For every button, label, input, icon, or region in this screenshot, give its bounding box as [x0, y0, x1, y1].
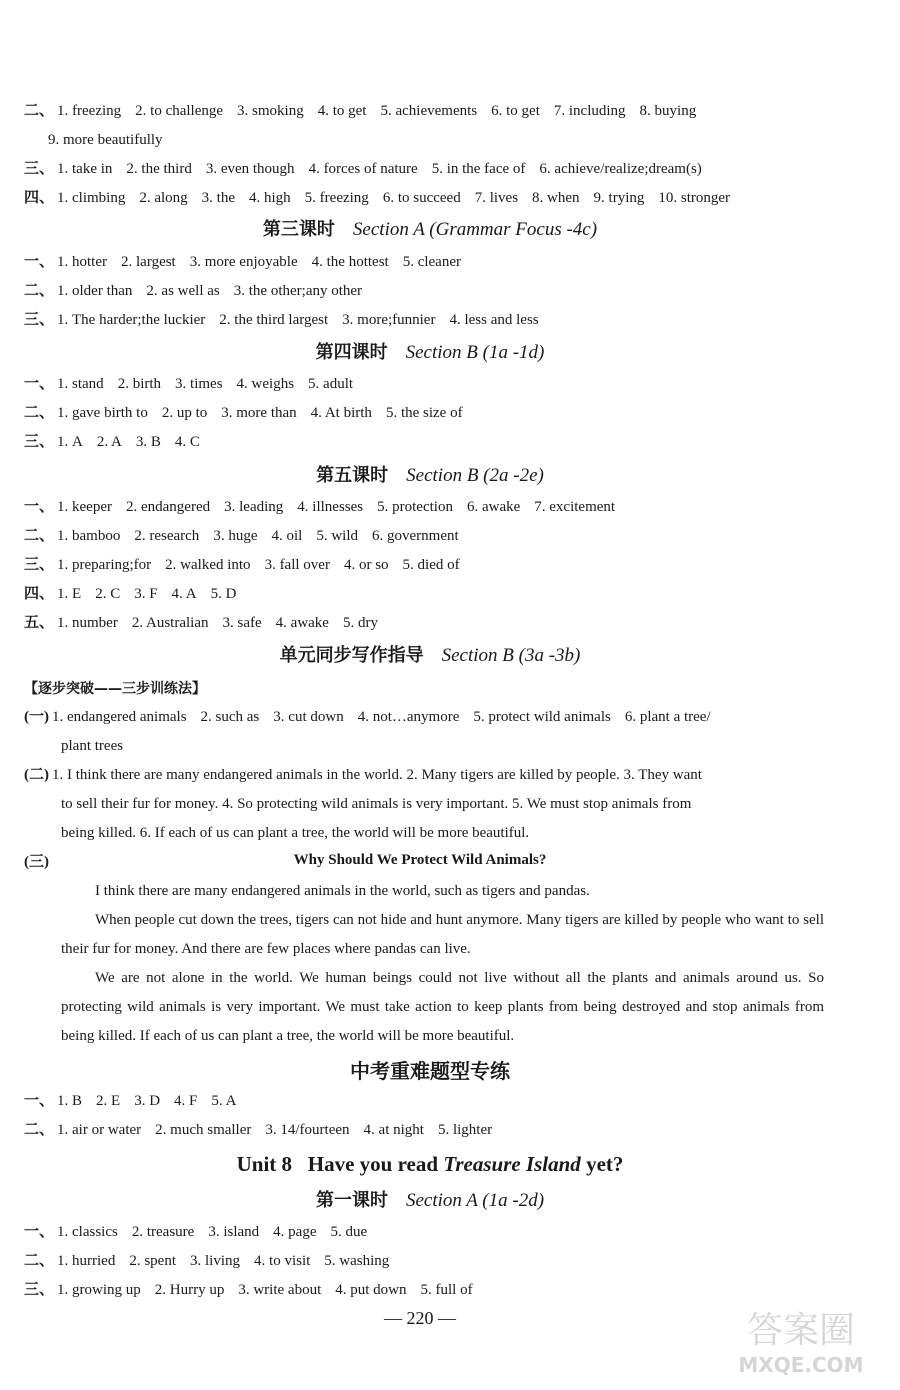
answer-item: 3. B: [135, 434, 161, 450]
answer-line: [24, 1091, 834, 1111]
answer-item: 1. classics: [57, 1224, 118, 1240]
answer-item: 3. times: [175, 376, 223, 392]
answer-item: 1. hurried: [57, 1253, 116, 1269]
answer-item: 7. including: [553, 103, 626, 119]
answer-item: 5. achievements: [380, 103, 478, 119]
question-label: 三、: [24, 434, 55, 450]
question-label: 一、: [24, 254, 55, 270]
answer-item: 4. at night: [363, 1122, 424, 1138]
answer-line: [24, 159, 834, 179]
answer-item: 2. to challenge: [135, 103, 224, 119]
answer-item: 4. oil: [271, 528, 303, 544]
answer-item: 1. A: [57, 434, 83, 450]
answer-item: 1. growing up: [57, 1282, 141, 1298]
answer-line: [24, 584, 834, 604]
answer-line: [24, 1251, 834, 1271]
question-label: 二、: [24, 1122, 55, 1138]
answer-item: 1. gave birth to: [57, 405, 148, 421]
answer-item: 6. to get: [491, 103, 540, 119]
answer-item: 2. Hurry up: [154, 1282, 225, 1298]
answer-item: 5. the size of: [385, 405, 463, 421]
answer-item: 2. A: [96, 434, 122, 450]
question-label: 四、: [24, 190, 55, 206]
answer-item: 5. washing: [324, 1253, 390, 1269]
answer-item: 6. awake: [466, 499, 521, 515]
unit-title: Unit 8 Have you read Treasure Island yet?: [236, 1152, 624, 1176]
answer-line: [24, 403, 834, 423]
lesson-heading: 第三课时 Section A (Grammar Focus -4c): [262, 219, 598, 240]
answer-item: 5. dry: [342, 615, 378, 631]
answer-item: 4. page: [273, 1224, 317, 1240]
question-label: (一): [24, 709, 49, 725]
question-label: 二、: [24, 103, 55, 119]
question-label: 二、: [24, 528, 55, 544]
answer-item: 4. At birth: [310, 405, 372, 421]
answer-item: 5. cleaner: [402, 254, 461, 270]
answer-item: 4. forces of nature: [308, 161, 418, 177]
answer-item: 5. in the face of: [431, 161, 526, 177]
answer-item: 4. the hottest: [311, 254, 389, 270]
answer-item: 1. hotter: [57, 254, 108, 270]
answer-item: 4. awake: [275, 615, 329, 631]
answer-item: 2. research: [134, 528, 200, 544]
answer-item: 3. cut down: [273, 709, 344, 725]
question-label: 一、: [24, 1093, 55, 1109]
answer-item: 2. E: [96, 1093, 121, 1109]
answer-item: 2. as well as: [146, 283, 220, 299]
watermark-text: 答案圈: [746, 1310, 856, 1351]
answer-item: 2. much smaller: [155, 1122, 252, 1138]
answer-item: 2. such as: [200, 709, 260, 725]
answer-line: [48, 130, 858, 150]
lesson-heading: 第五课时 Section B (2a -2e): [316, 465, 544, 486]
answer-item: 3. D: [134, 1093, 161, 1109]
answer-item: 3. the: [201, 190, 235, 206]
answer-line: [24, 252, 834, 272]
answer-item: 4. weighs: [236, 376, 295, 392]
question-label: 二、: [24, 1253, 55, 1269]
lesson-heading: 单元同步写作指导 Section B (3a -3b): [279, 645, 581, 666]
answer-item: 2. walked into: [165, 557, 251, 573]
question-label: 二、: [24, 405, 55, 421]
answer-item: 4. F: [174, 1093, 198, 1109]
answer-item: 2. the third: [126, 161, 192, 177]
writing-part-2: (二) 1. I think there are many endangered animals in the world. 2. Many tigers are killed by people. 3. They want: [24, 767, 702, 783]
answer-item: 3. smoking: [237, 103, 304, 119]
answer-item: 2. spent: [129, 1253, 177, 1269]
answer-line: [24, 707, 834, 727]
question-label: 一、: [24, 1224, 55, 1240]
question-label: 五、: [24, 615, 55, 631]
answer-item: 3. even though: [205, 161, 295, 177]
answer-item: 1. climbing: [57, 190, 126, 206]
answer-item: 1. bamboo: [57, 528, 121, 544]
answer-line: [24, 497, 834, 517]
answer-item: 1. take in: [57, 161, 113, 177]
answer-item: 5. died of: [402, 557, 460, 573]
answer-line: [24, 310, 834, 330]
answer-item: 3. fall over: [264, 557, 330, 573]
answer-line: [24, 1280, 834, 1300]
answer-line: [24, 1120, 834, 1140]
answer-item: 2. birth: [117, 376, 162, 392]
answer-item: 2. along: [139, 190, 188, 206]
method-label: 【逐步突破——三步训练法】: [24, 681, 206, 697]
answer-item: 3. huge: [213, 528, 258, 544]
lesson-heading: 第四课时 Section B (1a -1d): [315, 342, 545, 363]
answer-item: 3. living: [190, 1253, 241, 1269]
answer-item: 5. adult: [308, 376, 354, 392]
question-label: 一、: [24, 499, 55, 515]
answer-item: 2. largest: [121, 254, 176, 270]
answer-item: 4. high: [249, 190, 291, 206]
answer-line: [24, 188, 834, 208]
answer-item: 2. endangered: [125, 499, 211, 515]
answer-line: [24, 432, 834, 452]
answer-item: 1. preparing;for: [57, 557, 152, 573]
answer-item: 1. older than: [57, 283, 133, 299]
answer-item: 4. or so: [343, 557, 389, 573]
answer-item: 4. A: [171, 586, 197, 602]
lesson-heading: 第一课时 Section A (1a -2d): [315, 1190, 545, 1211]
answer-item: 5. freezing: [304, 190, 369, 206]
answer-item: 4. less and less: [449, 312, 539, 328]
answer-item: 2. C: [95, 586, 121, 602]
answer-item: 7. lives: [474, 190, 519, 206]
answer-item: 1. The harder;the luckier: [57, 312, 206, 328]
answer-item: 4. C: [174, 434, 200, 450]
answer-item: 5. protect wild animals: [473, 709, 611, 725]
answer-item: 1. stand: [57, 376, 104, 392]
answer-item: 3. more enjoyable: [189, 254, 298, 270]
answer-item: 3. island: [208, 1224, 260, 1240]
watermark-logo: [716, 1300, 886, 1380]
answer-item: 2. up to: [161, 405, 208, 421]
answer-item: 5. A: [211, 1093, 237, 1109]
answer-item: 7. excitement: [534, 499, 616, 515]
answer-item: 5. wild: [316, 528, 358, 544]
answer-item: plant trees: [61, 738, 124, 754]
answer-item: 3. more;funnier: [342, 312, 436, 328]
answer-item: 4. illnesses: [297, 499, 364, 515]
question-label: 三、: [24, 1282, 55, 1298]
answer-item: 5. protection: [377, 499, 453, 515]
writing-part-2-cont: being killed. 6. If each of us can plant a tree, the world will be more beautiful.: [61, 825, 530, 841]
question-label: 三、: [24, 557, 55, 573]
answer-item: 3. safe: [222, 615, 262, 631]
answer-item: 6. plant a tree/: [624, 709, 711, 725]
essay-title: Why Should We Protect Wild Animals?: [293, 852, 547, 868]
answer-line: [24, 1222, 834, 1242]
answer-line: [24, 374, 834, 394]
answer-item: 1. endangered animals: [52, 709, 187, 725]
essay-paragraph: We are not alone in the world. We human beings could not live without all the plants and animals around us. So protecting wild animals is very important. We must take action to keep plants from being destroyed and stop animals from being killed. If each of us can plant a tree, the world will be more beautiful.: [61, 970, 824, 1044]
answer-item: 1. air or water: [57, 1122, 142, 1138]
answer-item: 1. number: [57, 615, 118, 631]
answer-item: 3. write about: [238, 1282, 322, 1298]
question-label: 三、: [24, 161, 55, 177]
answer-item: 3. 14/fourteen: [265, 1122, 350, 1138]
answer-item: 4. not…anymore: [357, 709, 460, 725]
answer-line: [24, 555, 834, 575]
answer-item: 6. to succeed: [382, 190, 461, 206]
answer-item: 5. lighter: [437, 1122, 493, 1138]
answer-line: [24, 613, 834, 633]
answer-item: 8. buying: [639, 103, 697, 119]
writing-part-3-label: (三): [24, 854, 49, 870]
answer-item: 3. leading: [224, 499, 284, 515]
section-heading: 中考重难题型专练: [350, 1059, 510, 1083]
answer-item: 10. stronger: [658, 190, 731, 206]
answer-line: [24, 526, 834, 546]
answer-item: 9. more beautifully: [48, 132, 163, 148]
answer-line: [61, 736, 871, 756]
answer-item: 2. the third largest: [219, 312, 329, 328]
answer-line: [24, 281, 834, 301]
answer-item: 5. due: [330, 1224, 368, 1240]
page-number: — 220 —: [384, 1308, 456, 1328]
answer-item: 4. to get: [317, 103, 367, 119]
answer-item: 2. treasure: [131, 1224, 195, 1240]
answer-item: 3. more than: [221, 405, 297, 421]
question-label: 四、: [24, 586, 55, 602]
answer-item: 8. when: [532, 190, 580, 206]
writing-part-2-cont: to sell their fur for money. 4. So protecting wild animals is very important. 5. We must stop animals from: [61, 796, 692, 812]
question-label: 三、: [24, 312, 55, 328]
answer-line: [24, 101, 834, 121]
answer-item: 1. freezing: [57, 103, 122, 119]
answer-item: 1. E: [57, 586, 82, 602]
answer-item: 5. D: [210, 586, 237, 602]
answer-item: 5. full of: [420, 1282, 473, 1298]
answer-item: 4. put down: [335, 1282, 407, 1298]
question-label: 一、: [24, 376, 55, 392]
answer-item: 6. achieve/realize;dream(s): [539, 161, 702, 177]
essay-paragraph: I think there are many endangered animals in the world, such as tigers and pandas.: [95, 883, 590, 899]
answer-item: 9. trying: [593, 190, 645, 206]
question-label: 二、: [24, 283, 55, 299]
answer-item: 3. F: [134, 586, 158, 602]
watermark-url: MXQE.COM: [738, 1353, 864, 1377]
answer-item: 1. B: [57, 1093, 83, 1109]
essay-paragraph: When people cut down the trees, tigers can not hide and hunt anymore. Many tigers are killed by people who want to sell their fur for money. And there are few places where pandas can live.: [61, 912, 824, 957]
answer-item: 1. keeper: [57, 499, 112, 515]
answer-item: 2. Australian: [131, 615, 209, 631]
answer-item: 3. the other;any other: [233, 283, 363, 299]
answer-item: 6. government: [372, 528, 459, 544]
answer-item: 4. to visit: [254, 1253, 311, 1269]
